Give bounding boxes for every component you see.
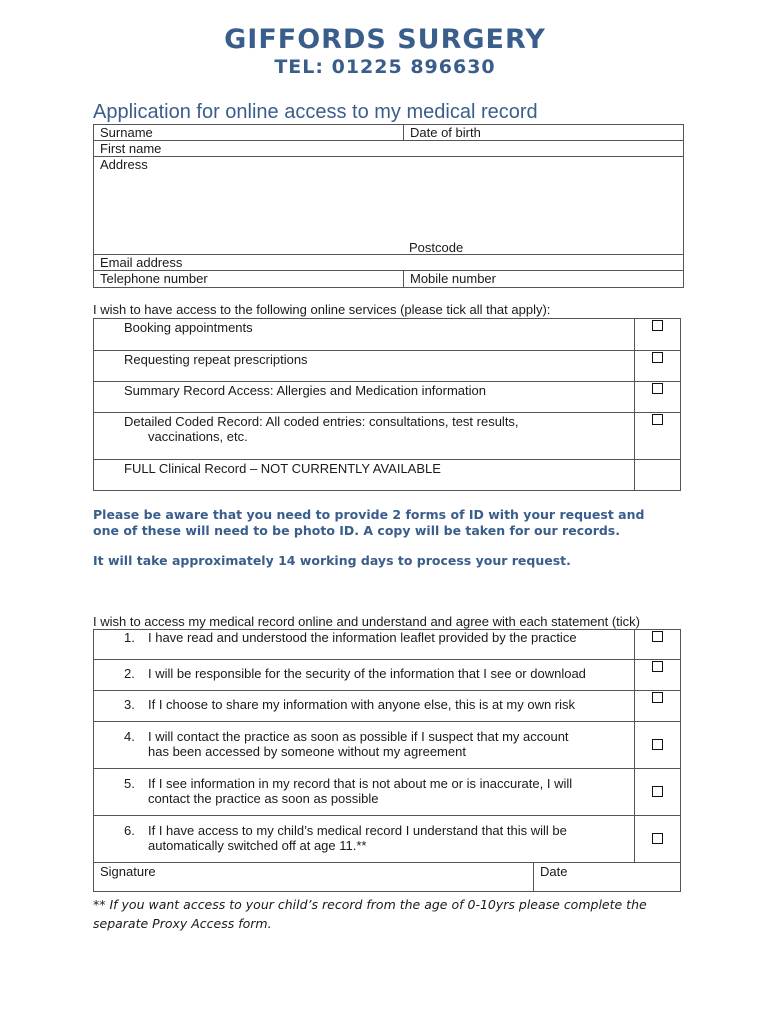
service-checkbox[interactable] <box>635 382 681 413</box>
date-of-birth-field[interactable] <box>404 125 684 141</box>
service-label <box>94 413 635 460</box>
statement-line1: If I have access to my child’s medical record I understand that this will be <box>148 823 567 838</box>
service-label: Summary Record Access: Allergies and Medication information <box>94 382 635 413</box>
checkbox-icon <box>652 833 663 844</box>
statement-line1: If I see information in my record that is not about me or is inaccurate, I will <box>148 776 573 791</box>
email-field[interactable] <box>94 255 684 271</box>
surname-field[interactable] <box>94 125 404 141</box>
service-label: Requesting repeat prescriptions <box>94 351 635 382</box>
statement-checkbox[interactable] <box>635 722 681 769</box>
statement-checkbox[interactable] <box>635 660 681 691</box>
statement-checkbox[interactable] <box>635 816 681 863</box>
statement-line2: automatically switched off at age 11.** <box>148 838 367 853</box>
service-checkbox[interactable] <box>635 351 681 382</box>
statement-line1: I will be responsible for the security of the information that I see or download <box>148 666 586 681</box>
statement-text <box>94 691 635 722</box>
service-checkbox[interactable] <box>635 413 681 460</box>
statement-checkbox[interactable] <box>635 769 681 816</box>
date-of-birth-label: Date of birth <box>410 125 481 140</box>
statement-row <box>94 691 681 722</box>
service-row <box>94 382 681 413</box>
statement-line1: If I choose to share my information with anyone else, this is at my own risk <box>148 697 576 712</box>
mobile-field[interactable] <box>404 271 684 288</box>
statement-text <box>94 630 635 660</box>
service-checkbox[interactable] <box>635 319 681 351</box>
statement-text <box>94 816 635 863</box>
personal-details-table <box>93 124 684 288</box>
statement-line2: has been accessed by someone without my agreement <box>148 744 466 759</box>
services-table <box>93 318 681 491</box>
statement-text <box>94 769 635 816</box>
address-label: Address <box>100 157 148 172</box>
statement-number: 4. <box>124 729 135 744</box>
footnote <box>93 895 683 933</box>
email-label: Email address <box>100 255 183 270</box>
statement-row <box>94 722 681 769</box>
checkbox-icon <box>652 631 663 642</box>
statement-row <box>94 630 681 660</box>
checkbox-icon <box>652 739 663 750</box>
statement-number: 5. <box>124 776 135 791</box>
checkbox-icon <box>652 692 663 703</box>
signature-table <box>93 862 681 892</box>
telephone-field[interactable] <box>94 271 404 288</box>
service-row <box>94 319 681 351</box>
footnote-line1: ** If you want access to your child’s record from the age of 0-10yrs please complete the <box>93 897 647 912</box>
first-name-field[interactable] <box>94 141 684 157</box>
processing-notice: It will take approximately 14 working days to process your request. <box>93 553 571 568</box>
checkbox-icon <box>652 786 663 797</box>
service-checkbox-unavailable <box>635 460 681 491</box>
date-label: Date <box>540 864 568 879</box>
statement-line1: I have read and understood the information leaflet provided by the practice <box>148 630 577 645</box>
service-label: Booking appointments <box>94 319 635 351</box>
service-row <box>94 460 681 491</box>
service-label-line1: Detailed Coded Record: All coded entries: consultations, test results, <box>124 414 519 429</box>
checkbox-icon <box>652 352 663 363</box>
form-title: Application for online access to my medical record <box>93 101 538 123</box>
checkbox-icon <box>652 383 663 394</box>
statement-checkbox[interactable] <box>635 691 681 722</box>
id-notice: Please be aware that you need to provide 2 forms of ID with your request and one of these will need to be photo ID. A copy will be taken for our records. <box>93 507 645 538</box>
postcode-label: Postcode <box>409 240 464 255</box>
first-name-label: First name <box>100 141 162 156</box>
statement-row <box>94 816 681 863</box>
service-label-line2: vaccinations, etc. <box>148 429 248 444</box>
agreement-intro: I wish to access my medical record online and understand and agree with each statement (tick) <box>93 614 640 629</box>
service-row <box>94 413 681 460</box>
statement-number: 3. <box>124 697 135 712</box>
signature-field[interactable] <box>94 863 534 892</box>
statement-row <box>94 769 681 816</box>
surname-label: Surname <box>100 125 153 140</box>
agreement-table <box>93 629 681 863</box>
statement-checkbox[interactable] <box>635 630 681 660</box>
mobile-label: Mobile number <box>410 271 496 286</box>
telephone-label: Telephone number <box>100 271 208 286</box>
date-field[interactable] <box>534 863 681 892</box>
checkbox-icon <box>652 414 663 425</box>
statement-number: 1. <box>124 630 135 645</box>
practice-telephone: TEL: 01225 896630 <box>274 56 496 78</box>
services-intro: I wish to have access to the following online services (please tick all that apply): <box>93 302 551 317</box>
service-row <box>94 351 681 382</box>
checkbox-icon <box>652 661 663 672</box>
statement-row <box>94 660 681 691</box>
address-field[interactable] <box>94 157 684 255</box>
statement-number: 6. <box>124 823 135 838</box>
checkbox-icon <box>652 320 663 331</box>
footnote-line2: separate Proxy Access form. <box>93 916 272 931</box>
practice-name: GIFFORDS SURGERY <box>224 24 546 55</box>
statement-line2: contact the practice as soon as possible <box>148 791 379 806</box>
statement-text <box>94 660 635 691</box>
statement-number: 2. <box>124 666 135 681</box>
statement-line1: I will contact the practice as soon as possible if I suspect that my account <box>148 729 569 744</box>
signature-label: Signature <box>100 864 156 879</box>
statement-text <box>94 722 635 769</box>
service-label: FULL Clinical Record – NOT CURRENTLY AVAILABLE <box>94 460 635 491</box>
